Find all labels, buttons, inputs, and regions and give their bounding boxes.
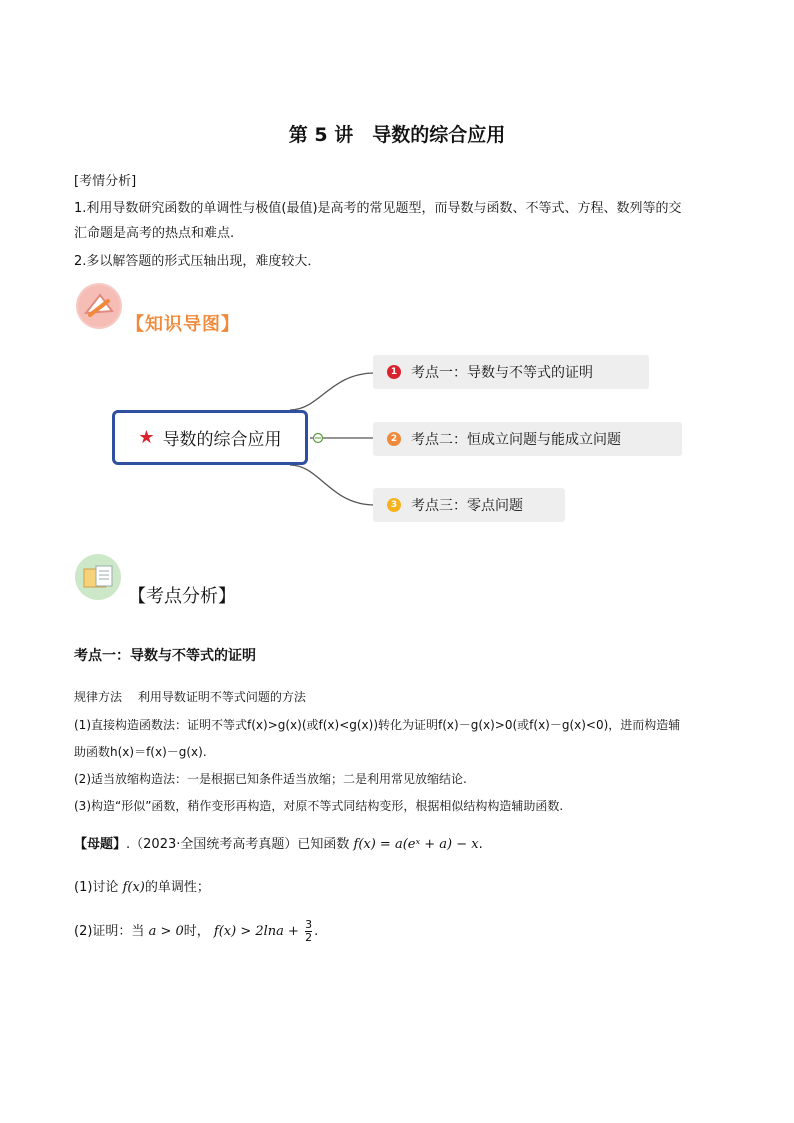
- question-2: (2)证明：当 a > 0时， f(x) > 2lna + $\frac{3}{2}$ .: [74, 918, 319, 944]
- problem-source: .（2023·全国统考高考真题）已知函数: [126, 837, 350, 852]
- analysis-heading: [考情分析]: [74, 174, 137, 189]
- analysis-line-1b: 汇命题是高考的热点和难点.: [74, 226, 235, 241]
- fraction: [305, 919, 312, 944]
- number-badge: 2: [387, 432, 401, 446]
- question-1: [74, 877, 734, 899]
- fraction-numerator: 3: [305, 918, 313, 931]
- q2-prefix: (2)证明：当: [74, 924, 145, 939]
- points-heading: 【考点分析】: [128, 586, 236, 607]
- mindmap-center-label: 导数的综合应用: [162, 430, 282, 450]
- q2-formula: f(x) > 2lna +: [213, 924, 299, 939]
- mindmap-center-node: [112, 410, 308, 465]
- mindmap-branch-label: 考点一：导数与不等式的证明: [411, 365, 593, 381]
- page-title: 第 5 讲 导数的综合应用: [288, 124, 506, 146]
- method-1b: 助函数h(x)＝f(x)－g(x).: [74, 745, 207, 759]
- q2-mid: 时，: [183, 924, 210, 939]
- method-title: 规律方法: [74, 690, 123, 704]
- analysis-line-1: 1.利用导数研究函数的单调性与极值(最值)是高考的常见题型，而导数与函数、不等式、方程、数列等的交: [74, 201, 682, 216]
- protractor-icon: [76, 283, 122, 329]
- problem-formula: f(x) = a(eˣ + a) − x: [353, 837, 479, 852]
- number-badge: 1: [387, 365, 401, 379]
- method-2: (2)适当放缩构造法：一是根据已知条件适当放缩；二是利用常见放缩结论.: [74, 772, 467, 786]
- analysis-line-2: 2.多以解答题的形式压轴出现，难度较大．: [74, 254, 321, 269]
- method-line: [74, 686, 734, 708]
- q1-formula: f(x): [122, 880, 145, 895]
- number-badge: 3: [387, 498, 401, 512]
- method-desc: 利用导数证明不等式问题的方法: [137, 690, 306, 704]
- mindmap-branch-label: 考点二：恒成立问题与能成立问题: [411, 432, 621, 448]
- q1-prefix: (1)讨论: [74, 880, 119, 895]
- q1-suffix: 的单调性；: [144, 880, 210, 895]
- problem-statement: 【母题】.（2023·全国统考高考真题）已知函数 f(x) = a(eˣ + a) − x.: [74, 837, 483, 852]
- knowledge-map-heading: 【知识导图】: [126, 314, 240, 335]
- problem-tag: 【母题】: [74, 837, 127, 852]
- mindmap-branch-1: [373, 355, 649, 389]
- mindmap-branch-label: 考点三：零点问题: [411, 498, 523, 514]
- mindmap-branch-3: [373, 488, 565, 522]
- fraction-denominator: 2: [305, 931, 313, 944]
- q2-condition: a > 0: [148, 924, 184, 939]
- point-1-title: 考点一：导数与不等式的证明: [74, 648, 256, 664]
- mindmap-branch-2: [373, 422, 682, 456]
- star-icon: ★: [138, 427, 155, 448]
- method-1a: (1)直接构造函数法：证明不等式f(x)>g(x)(或f(x)<g(x))转化为证明f(x)－g(x)>0(或f(x)－g(x)<0)，进而构造辅: [74, 718, 681, 732]
- notebook-icon: [74, 553, 122, 601]
- method-3: (3)构造“形似”函数，稍作变形再构造，对原不等式同结构变形，根据相似结构构造辅助函数.: [74, 799, 564, 813]
